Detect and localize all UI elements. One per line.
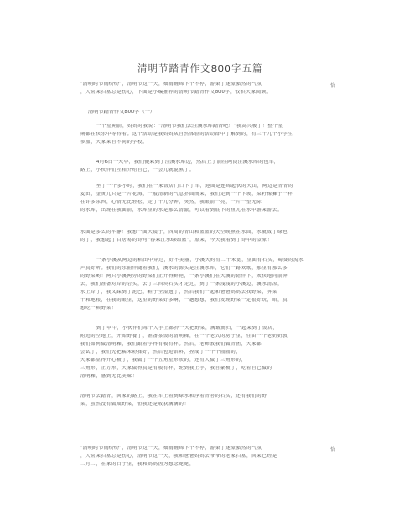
paragraph-line: 大家都显得开心极了，我做了一个五角星形状的，还有人做了三角形的， (80, 358, 247, 363)
page-title: 清明节踏青作文800字五篇 (137, 64, 263, 75)
paragraph-line: 麦田，金黄儿只是一片花海，一股清新的气息扑面而来，我们走到一个下坡，菜籽像狮子一样 (80, 192, 293, 197)
paragraph-line: 参加，大家来自不同的学校。 (80, 140, 148, 145)
paragraph-line: 一个星期前，妈妈对我说：“清明节我们去汪溪水库踏青吧！”我高兴极了！整个星 (96, 124, 283, 129)
paragraph-line: 尝试了，我们先把糯米粉揉好，然后包进馅料，捏成了一个个圆圆的， (80, 350, 241, 355)
paragraph-line: 附近的空地上，开始野餐了，准备茶饭的清明粿，在一个老式的房子里，任由一个老奶奶教 (80, 334, 288, 339)
section-heading: 清明节踏青作文800字（一） (88, 110, 155, 115)
margin-note: 恰 (330, 447, 336, 453)
paragraph-line: 一条小溪从两边的稻田中穿过，好不美丽，小溪大约有二十米宽，里面有石头，蜀葵的流水 (96, 258, 304, 263)
paragraph-line: 坐了一个多小时，我们在一家饭店门口下了车，迎面是连绵起伏的大山，两边是青青的 (96, 184, 294, 189)
margin-note: 恰 (330, 83, 336, 89)
paragraph-line: 水上岸了，我又踩到了泥巴，鞋子全湿透了，然后我们一起和爸爸妈妈去找野菜，荠菜 (80, 290, 278, 295)
paragraph-line: 的野菜哟！两只小溪两旁的野菜们正开得鲜艳，一条小溪们在大溪的陪伴下，欢快地向前奔 (80, 274, 288, 279)
paragraph-line: 期都在快乐中等待着。这个活动是我妈妈从自然体验的活动群中了解到的，有三十几个小学生 (80, 132, 293, 137)
paragraph-line: 我们如何做清明粿，我们跟着学得有模有样。然后，老师教我们做青团，大家都 (80, 342, 262, 347)
paragraph-line: 干和地根，在我的眼里，这里的野菜好多啊，一趟想想，我们发现野菜一定很好玩，咱，真 (80, 298, 288, 303)
paragraph-line: 想吃一顿野菜！ (80, 306, 117, 311)
paragraph-line: 在许多东西，心情无比轻松，走了十几分钟，突然，我眼前一亮，一片一望无际 (80, 200, 262, 205)
paragraph-line: 去，我们准备对岸的岩头，去了三四块石头才走过，到了一条浅浅的小溪边，溪水清凉， (80, 282, 283, 287)
paragraph-line: 4月6日一大早，我们便来到了汪溪水库边，然后上了前往阿良汪溪水库的包车， (96, 160, 279, 165)
paragraph-line: 到了中午，小伙伴们每个人手上都拎一大把野菜，满载而归，一起来到了饭店， (96, 326, 278, 331)
paragraph-line: 声真好听。我们的乐曲伴随着我们，溪水的源头是汪溪水库，它们一路欢歌，那里有那么多 (80, 266, 288, 271)
paragraph-line: ，人常来扫墓总是伤心，清明节这一天，我和爸爸妈妈去爷爷的老家扫墓，回来已经是 (80, 454, 278, 459)
paragraph-line: 三角形，正方形，大家做得真是有模有样，轮到我上手，我自豪极了，吃着自己做的 (80, 366, 272, 371)
paragraph-line: 清明粿，感到无比美味！ (80, 374, 138, 379)
paragraph-line: 菜，虽然没有做成野菜，但我还是收获满满的！ (80, 402, 189, 407)
paragraph-line: 水面是多么的平静！我想一面大镜子，四周的青山和蓝蓝的天空映照在水面，水就成了绿色 (80, 230, 288, 235)
paragraph-line: 的了，我想起了白居易的诗句“春来江水绿如蓝”，原来，今天我看到了诗中的景象！ (80, 238, 273, 243)
paragraph-line: 路上，小伙伴们互相介绍自己，一会儿就混熟了。 (80, 168, 195, 173)
paragraph-line: “清明时节雨纷纷”，清明节这一天，细雨缠绵下个不停，游染了迷蒙黯然的气氛 (80, 82, 262, 87)
paragraph-line: 的水库，出现在我面前，水库里的水是那么清澈，可以看到底下的鱼儿在水中游来游去。 (80, 208, 283, 213)
paragraph-line: ，人常来扫墓总是伤心，下面是小编推荐的清明节踏青作文800字，仅供大家阅读。 (80, 90, 272, 95)
paragraph-line: 二月二，在家的日子里，我和妈妈因为想念姥姥， (80, 462, 195, 467)
paragraph-line: “清明时节雨纷纷”，清明节这一天，细雨缠绵下个不停，游染了迷蒙黯然的气氛 (80, 446, 262, 451)
paragraph-line: 清明节去踏青，回家的路上，我在车上看到绿水和浮着青苔的石头，还有我们的野 (80, 394, 267, 399)
